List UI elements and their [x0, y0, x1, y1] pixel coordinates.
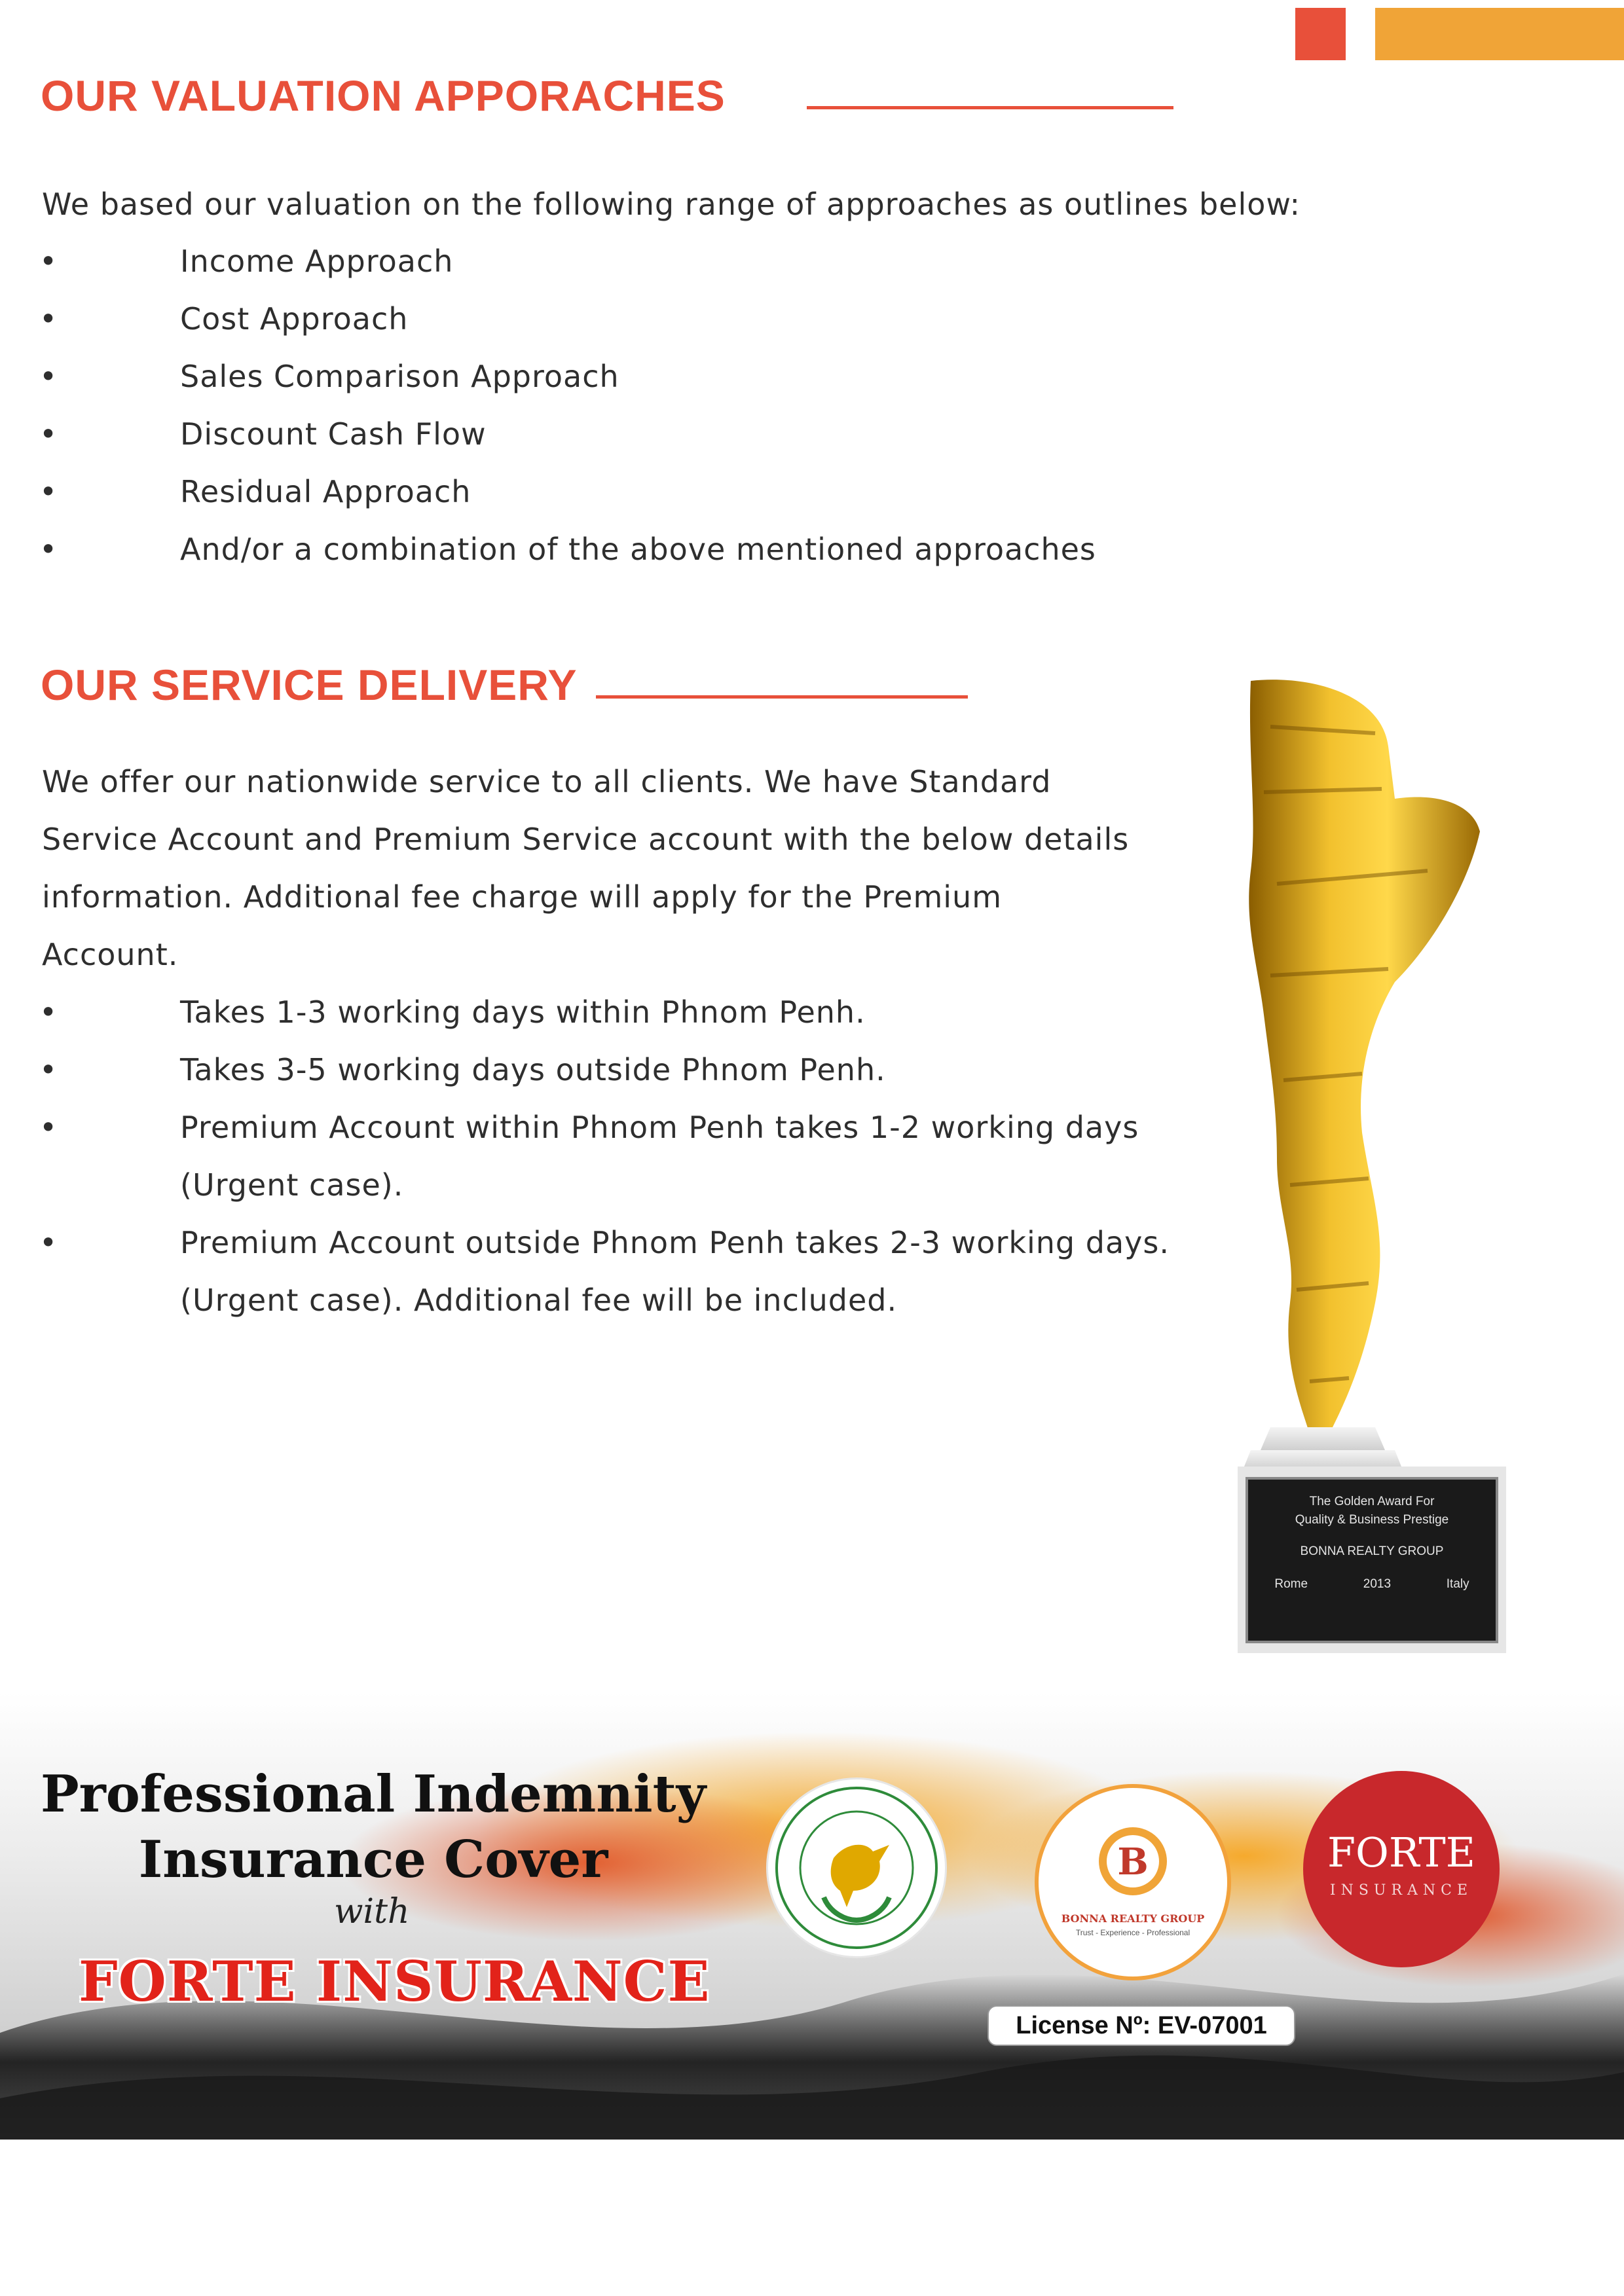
svg-text:B: B	[1117, 1840, 1149, 1884]
bonna-logo-tagline: Trust - Experience - Professional	[1075, 1928, 1190, 1937]
forte-logo-name: FORTE	[1327, 1829, 1476, 1876]
bonna-realty-logo	[1035, 1784, 1231, 1980]
award-plaque	[1238, 1467, 1506, 1653]
insurance-banner	[0, 1692, 1624, 2151]
plaque-footer: Rome 2013 Italy	[1274, 1577, 1469, 1591]
list-item: • Income Approach	[39, 244, 454, 279]
valuation-heading: OUR VALUATION APPORACHES	[41, 71, 726, 120]
ministry-emblem-icon	[768, 1779, 945, 1956]
ministry-logo	[766, 1777, 947, 1958]
list-item: • Cost Approach	[39, 301, 409, 337]
bonna-emblem-icon	[1039, 1788, 1227, 1977]
service-heading: OUR SERVICE DELIVERY	[41, 661, 578, 709]
list-item: • Premium Account outside Phnom Penh takes 2-3 working days. (Urgent case). Additional fee will be included.	[39, 1225, 1170, 1318]
list-item: • Premium Account within Phnom Penh takes 1-2 working days (Urgent case).	[39, 1110, 1139, 1203]
valuation-list	[39, 244, 1096, 589]
valuation-intro: We based our valuation on the following range of approaches as outlines below:	[42, 187, 1301, 222]
list-item: • And/or a combination of the above mentioned approaches	[39, 532, 1096, 567]
corner-orange-block	[1375, 8, 1624, 60]
forte-logo-sub: INSURANCE	[1329, 1882, 1473, 1899]
forte-insurance-logo	[1303, 1771, 1500, 1967]
banner-forte-insurance: FORTE INSURANCE	[79, 1949, 710, 2014]
list-item: • Sales Comparison Approach	[39, 359, 619, 394]
list-item: • Residual Approach	[39, 474, 471, 509]
bonna-logo-text: BONNA REALTY GROUP	[1061, 1912, 1205, 1925]
list-item: • Takes 3-5 working days outside Phnom Penh.	[39, 1052, 886, 1087]
banner-with: with	[334, 1892, 410, 1931]
plaque-text: The Golden Award For Quality & Business Prestige BONNA REALTY GROUP Rome 2013 Italy	[1247, 1493, 1497, 1594]
license-number: License Nº: EV-07001	[987, 2005, 1295, 2046]
service-list	[39, 983, 1170, 1329]
banner-title-line1: Professional Indemnity	[40, 1764, 707, 1824]
banner-title-line2: Insurance Cover	[138, 1830, 608, 1889]
list-item: • Takes 1-3 working days within Phnom Penh.	[39, 994, 866, 1030]
valuation-heading-rule	[807, 106, 1173, 109]
list-item: • Discount Cash Flow	[39, 416, 487, 452]
corner-red-block	[1295, 8, 1346, 60]
service-heading-rule	[596, 695, 968, 699]
service-intro: We offer our nationwide service to all clients. We have Standard Service Account and Premium Service account with the below details information. Additional fee charge will apply for the Premium Account.	[42, 764, 1130, 972]
